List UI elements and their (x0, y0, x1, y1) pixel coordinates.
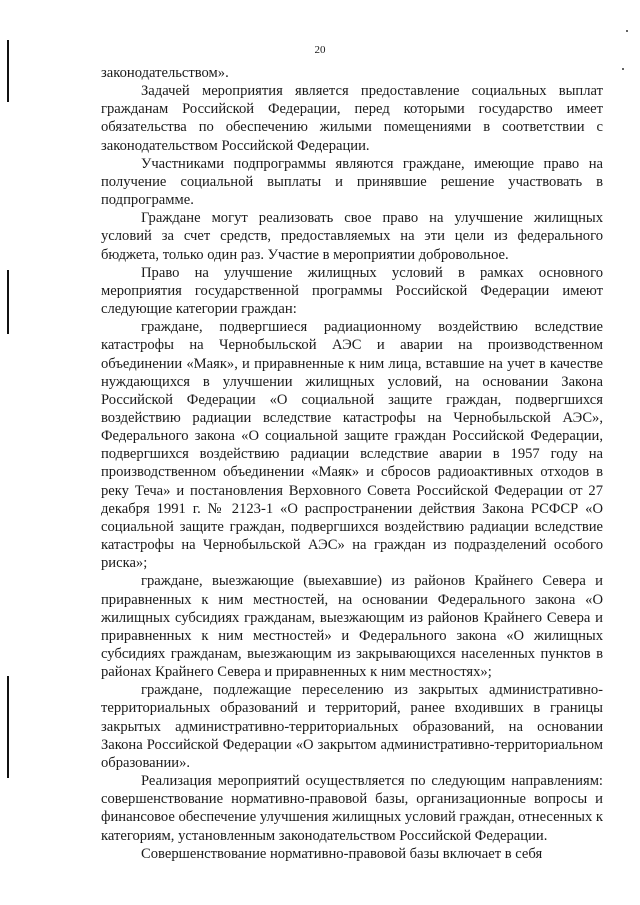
paragraph: законодательством». (101, 65, 229, 81)
scan-edge-mark (7, 270, 9, 334)
scan-edge-mark (7, 676, 9, 778)
paragraph: Реализация мероприятий осуществляется по следующим направлениям: совершенствование нормативно-правовой базы, организационные вопросы и финансовое обеспечение улучшения жилищных условий граждан, отнесенных к категориям, установленным законодательством Российской Федерации. (101, 773, 604, 844)
scan-speck (626, 30, 628, 32)
paragraph: Право на улучшение жилищных условий в рамках основного мероприятия государственной программы Российской Федерации имеют следующие категории граждан: (101, 264, 603, 318)
paragraph: Задачей мероприятия является предоставление социальных выплат гражданам Российской Федерации, перед которыми государство имеет обязательства по обеспечению жилыми помещениями в соответствии с законодательством Российской Федерации. (101, 83, 603, 154)
paragraph: Граждане могут реализовать свое право на улучшение жилищных условий за счет средств, предоставляемых на эти цели из федерального бюджета, только один раз. Участие в мероприятии добровольное. (101, 210, 603, 263)
paragraph: граждане, подлежащие переселению из закрытых административно-территориальных образований и территорий, ранее входивших в границы закрытых административно-территориальных образований, на основании Закона Российской Федерации «О закрытом административно-территориальном образовании». (101, 682, 603, 771)
paragraph: граждане, выезжающие (выехавшие) из районов Крайнего Севера и приравненных к ним местностей, на основании Федерального закона «О жилищных субсидиях гражданам, выезжающим из районов Крайнего Севера и приравненных к ним местностей» и Федерального закона «О жилищных субсидиях гражданам, выезжающим из закрывающихся населенных пунктов в районах Крайнего Севера и приравненных к ним местностях»; (101, 573, 603, 681)
paragraph: Участниками подпрограммы являются граждане, имеющие право на получение социальной выплаты и принявшие решение участвовать в подпрограмме. (101, 155, 603, 209)
page-number: 20 (314, 44, 326, 56)
paragraph: Совершенствование нормативно-правовой базы включает в себя (141, 845, 543, 862)
document-body (101, 64, 603, 863)
scan-speck (622, 68, 624, 70)
paragraph: граждане, подвергшиеся радиационному воздействию вследствие катастрофы на Чернобыльской АЭС и аварии на производственном объединении «Маяк», и приравненные к ним лица, вставшие на учет в качестве нуждающихся в улучшении жилищных условий, на основании Закона Российской Федерации «О социальной защите граждан, подвергшихся воздействию радиации вследствие катастрофы на Чернобыльской АЭС», Федерального закона «О социальной защите граждан Российской Федерации, подвергшихся воздействию радиации вследствие аварии в 1957 году на производственном объединении «Маяк» и сбросов радиоактивных отходов в реку Теча» и постановления Верховного Совета Российской Федерации от 27 декабря 1991 г. № 2123-1 «О распространении действия Закона РСФСР «О социальной защите граждан, подвергшихся воздействию радиации вследствие катастрофы на Чернобыльской АЭС» на граждан из подразделений особого риска»; (101, 319, 603, 572)
